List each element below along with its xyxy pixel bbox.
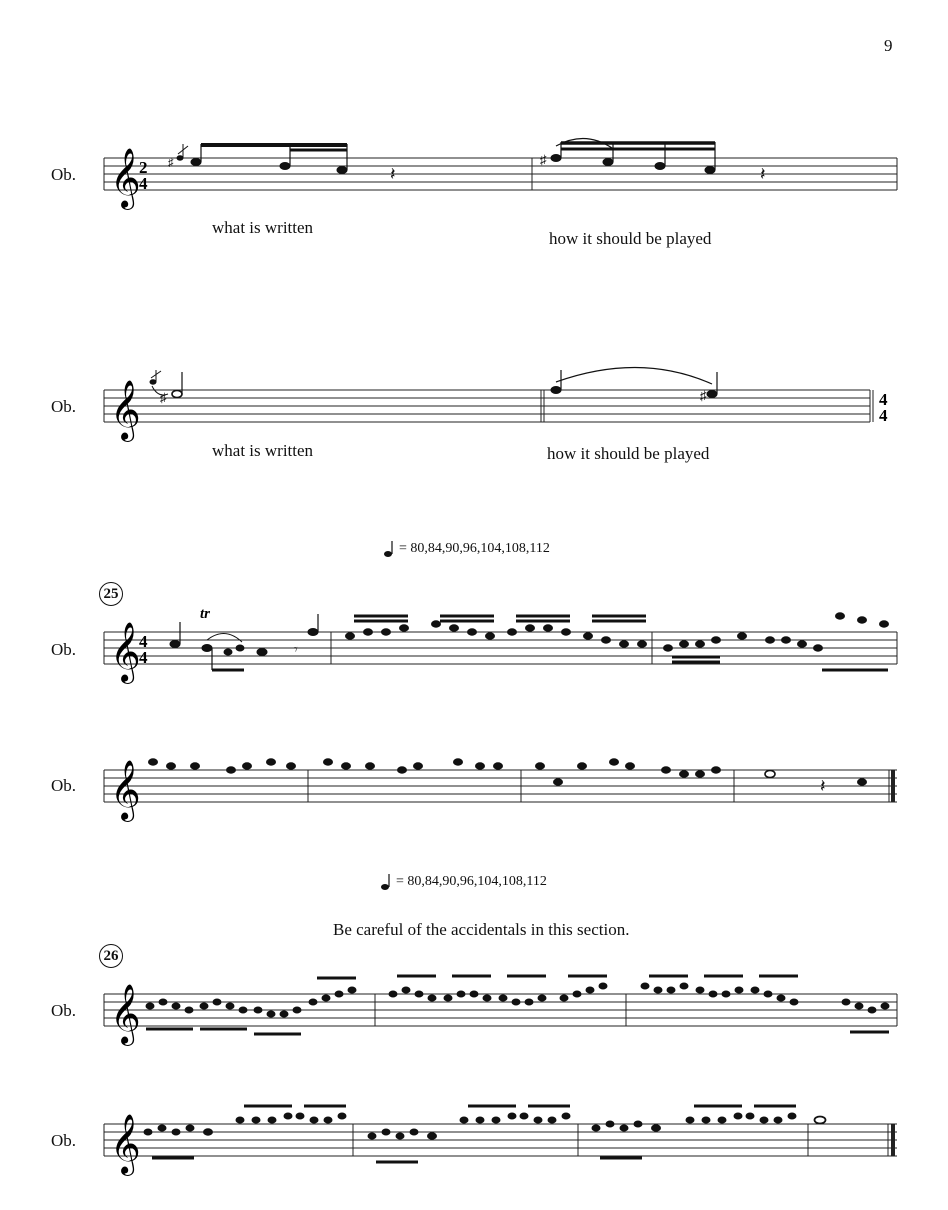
- instrument-label: Ob.: [51, 397, 77, 416]
- treble-clef: 𝄞: [110, 380, 141, 440]
- staff-example-2: [0, 372, 948, 442]
- treble-clef: 𝄞: [110, 760, 141, 820]
- svg-text:𝄽: 𝄽: [820, 776, 826, 796]
- staff-exercise-26-line-2: [0, 1106, 948, 1176]
- svg-text:♯: ♯: [160, 390, 167, 405]
- time-signature-top: 2: [139, 158, 148, 177]
- played-notes: [540, 138, 766, 184]
- instrument-label: Ob.: [51, 1001, 77, 1020]
- measure-notes: [664, 613, 889, 670]
- staff-example-1: [0, 140, 948, 210]
- written-caption: what is written: [212, 218, 314, 237]
- quarter-note-icon: [380, 873, 392, 891]
- quarter-note-icon: [383, 540, 395, 558]
- svg-text:♯: ♯: [168, 157, 174, 169]
- instrument-label: Ob.: [51, 1131, 77, 1150]
- treble-clef: 𝄞: [110, 622, 141, 682]
- treble-clef: 𝄞: [110, 148, 141, 208]
- staff-exercise-25-line-1: [0, 606, 948, 684]
- measure-notes: [149, 759, 867, 796]
- svg-text:𝄾: 𝄾: [294, 643, 298, 658]
- tempo-values: = 80,84,90,96,104,108,112: [396, 874, 547, 889]
- measure-notes: [170, 614, 318, 670]
- played-caption: how it should be played: [547, 444, 710, 463]
- time-signature-bottom: 4: [139, 648, 148, 667]
- time-signature-top: 4: [139, 632, 148, 651]
- treble-clef: 𝄞: [110, 1114, 141, 1174]
- time-signature-top: 4: [879, 390, 888, 409]
- instrument-label: Ob.: [51, 776, 77, 795]
- measure-notes: [144, 1106, 826, 1162]
- written-notes: [168, 144, 396, 184]
- treble-clef: 𝄞: [110, 984, 141, 1044]
- measure-notes: [146, 976, 889, 1034]
- tempo-values: = 80,84,90,96,104,108,112: [399, 541, 550, 556]
- written-caption: what is written: [212, 441, 314, 460]
- svg-text:♯: ♯: [540, 152, 547, 167]
- written-notes: [150, 370, 182, 405]
- trill-ornament: tr: [200, 606, 211, 622]
- svg-text:♯: ♯: [700, 388, 707, 403]
- instrument-label: Ob.: [51, 640, 77, 659]
- rehearsal-number: 26: [99, 944, 123, 968]
- staff-exercise-26-line-1: [0, 976, 948, 1046]
- svg-text:𝄽: 𝄽: [760, 164, 766, 184]
- time-signature-bottom: 4: [879, 406, 888, 425]
- played-caption: how it should be played: [549, 229, 712, 248]
- tempo-marking: [383, 540, 550, 558]
- svg-text:𝄽: 𝄽: [390, 164, 396, 184]
- instrument-label: Ob.: [51, 165, 77, 184]
- tempo-marking: [380, 873, 547, 891]
- rehearsal-number: 25: [99, 582, 123, 606]
- staff-exercise-25-line-2: [0, 752, 948, 822]
- time-signature-bottom: 4: [139, 174, 148, 193]
- page-number: 9: [884, 36, 893, 55]
- section-instruction: Be careful of the accidentals in this section.: [333, 920, 630, 939]
